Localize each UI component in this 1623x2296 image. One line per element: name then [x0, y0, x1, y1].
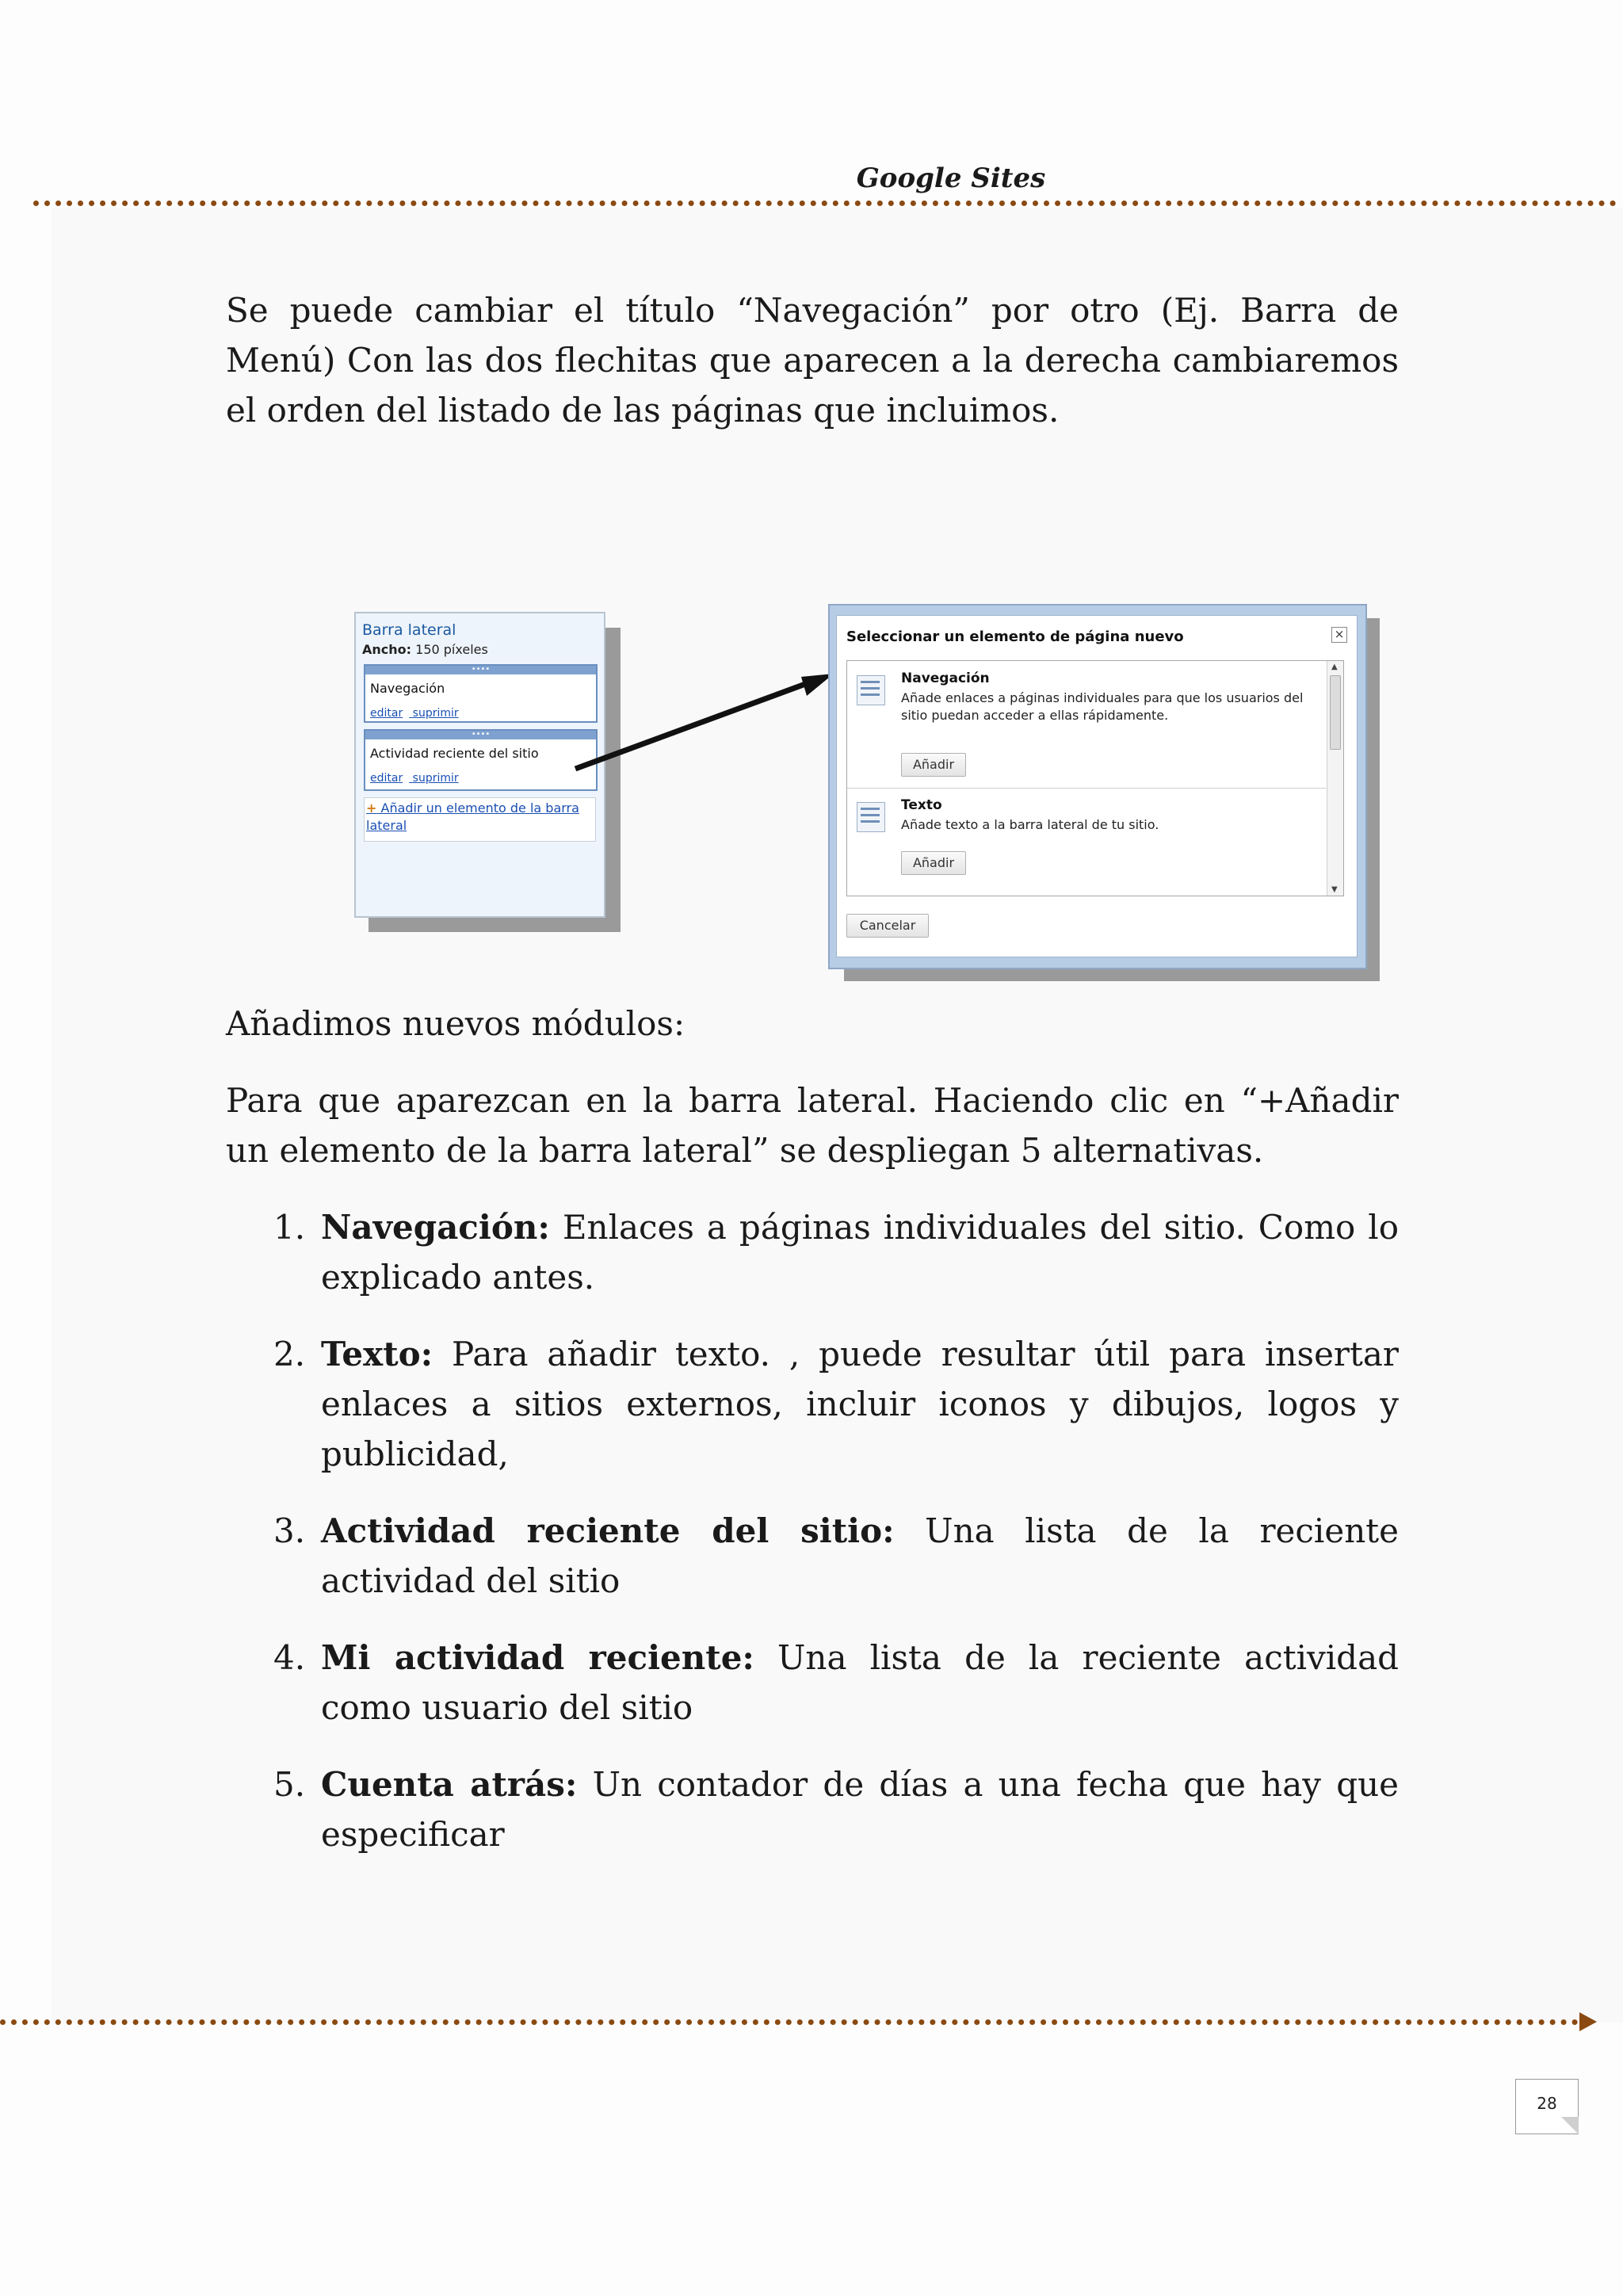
edit-link[interactable]: editar — [370, 772, 403, 785]
page-curl-icon — [1561, 2117, 1579, 2134]
add-sidebar-element-label: Añadir un elemento de la barra lateral — [366, 800, 579, 833]
delete-link[interactable]: suprimir — [412, 772, 459, 785]
page-number-label: 28 — [1537, 2094, 1557, 2113]
list-item — [226, 1202, 1399, 1302]
drag-grip-icon[interactable]: •••• — [365, 666, 596, 674]
intro-paragraph: Se puede cambiar el título “Navegación” por otro (Ej. Barra de Menú) Con las dos flechitas que aparecen a la derecha cambiaremos el orden del listado de las páginas que incluimos. — [226, 291, 1399, 430]
delete-link[interactable]: suprimir — [412, 707, 459, 720]
widget-name: Actividad reciente del sitio — [370, 746, 539, 761]
sidebar-width-value: 150 píxeles — [415, 642, 488, 657]
cancel-button[interactable]: Cancelar — [846, 914, 929, 938]
text-widget-icon — [857, 802, 885, 832]
list-text: Enlaces a páginas individuales del sitio. Como lo explicado antes. — [321, 1208, 1399, 1297]
add-sidebar-element-link[interactable] — [364, 797, 596, 842]
sidebar-title: Barra lateral — [362, 621, 456, 639]
list-item — [226, 1759, 1399, 1859]
list-number: 1. — [273, 1208, 306, 1247]
dialog-body — [836, 615, 1358, 957]
widget-option-navigation — [847, 669, 1326, 788]
navigation-widget-icon — [857, 675, 885, 705]
list-text: Para añadir texto. , puede resultar útil para insertar enlaces a sitios externos, incluir iconos y dibujos, logos y publicidad, — [321, 1335, 1399, 1473]
connector-arrow — [571, 674, 840, 777]
scroll-up-icon[interactable]: ▲ — [1331, 663, 1338, 671]
add-text-button[interactable]: Añadir — [901, 851, 966, 875]
footer-arrow-icon — [1579, 2012, 1597, 2031]
list-item — [226, 1329, 1399, 1479]
list-item — [226, 1506, 1399, 1606]
widget-option-text — [847, 796, 1326, 891]
list-text: Un contador de días a una fecha que hay que especificar — [321, 1765, 1399, 1854]
list-term: Navegación: — [321, 1208, 550, 1247]
sidebar-widget-navigation[interactable] — [364, 664, 598, 723]
list-term: Texto: — [321, 1335, 433, 1373]
widget-links — [370, 707, 591, 720]
scroll-down-icon[interactable]: ▼ — [1331, 885, 1338, 894]
list-number: 3. — [273, 1511, 306, 1550]
footer-dotted-rule — [0, 2019, 1579, 2025]
divider — [847, 788, 1326, 789]
edit-link[interactable]: editar — [370, 707, 403, 720]
sidebar-screenshot — [354, 612, 605, 918]
list-number: 2. — [273, 1335, 306, 1373]
list-number: 5. — [273, 1765, 306, 1804]
dialog-title: Seleccionar un elemento de página nuevo — [846, 628, 1184, 645]
connector-arrow-line — [575, 680, 816, 769]
widget-option-title: Texto — [901, 797, 942, 813]
add-navigation-button[interactable]: Añadir — [901, 753, 966, 777]
widget-list[interactable] — [846, 660, 1344, 896]
list-item — [226, 1633, 1399, 1733]
running-header: Google Sites — [856, 162, 1046, 194]
header-dotted-rule — [33, 201, 1617, 206]
section-heading: Añadimos nuevos módulos: — [226, 1004, 685, 1043]
sidebar-width — [362, 642, 488, 657]
list-number: 4. — [273, 1638, 306, 1677]
list-term: Cuenta atrás: — [321, 1765, 578, 1804]
widget-option-description: Añade texto a la barra lateral de tu sitio. — [901, 817, 1159, 832]
drag-grip-icon[interactable]: •••• — [365, 731, 596, 739]
close-icon[interactable]: × — [1331, 627, 1347, 643]
widget-option-title: Navegación — [901, 670, 990, 686]
widget-name: Navegación — [370, 681, 445, 696]
widget-links — [370, 772, 591, 785]
scrollbar[interactable] — [1327, 661, 1343, 896]
page-number — [1515, 2079, 1579, 2134]
list-term: Actividad reciente del sitio: — [321, 1511, 895, 1550]
widget-option-description: Añade enlaces a páginas individuales para que los usuarios del sitio puedan acceder a ellas rápidamente. — [901, 690, 1304, 723]
list-text: Una lista de la reciente actividad como usuario del sitio — [321, 1638, 1399, 1727]
scroll-thumb[interactable] — [1330, 675, 1341, 750]
sidebar-width-label: Ancho: — [362, 642, 412, 657]
dialog-screenshot — [828, 604, 1367, 969]
plus-icon: + — [366, 800, 377, 816]
section-paragraph: Para que aparezcan en la barra lateral. Haciendo clic en “+Añadir un elemento de la barra lateral” se despliegan 5 alternativas. — [226, 1081, 1399, 1170]
sidebar-widget-recent-activity[interactable] — [364, 729, 598, 791]
list-text: Una lista de la reciente actividad del sitio — [321, 1511, 1399, 1600]
list-term: Mi actividad reciente: — [321, 1638, 754, 1677]
